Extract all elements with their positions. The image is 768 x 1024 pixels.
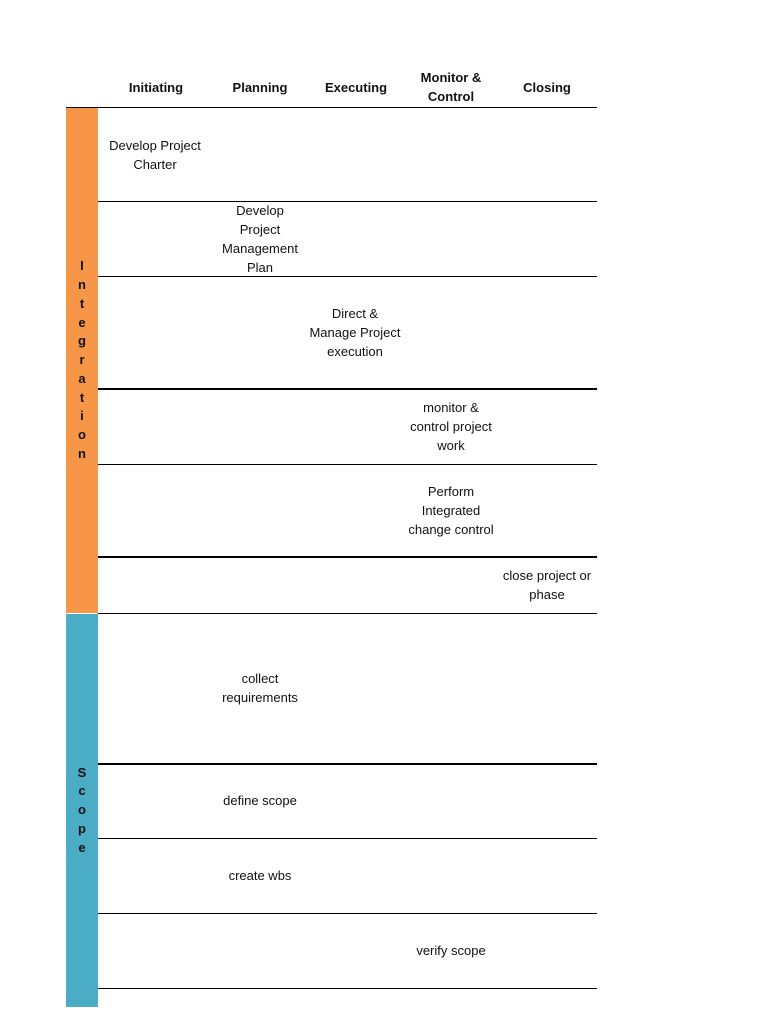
process-collect-requirements: collect requirements: [222, 671, 298, 705]
row-divider: [98, 913, 597, 914]
vertical-label-letter: I: [80, 258, 84, 274]
column-header-initiating: Initiating: [128, 79, 184, 95]
column-header-planning: Planning: [232, 79, 288, 95]
column-header-monitor-control: Monitor & Control: [420, 70, 482, 104]
vertical-label-letter: p: [78, 820, 86, 836]
row-divider: [98, 613, 597, 614]
row-divider: [98, 388, 597, 390]
process-develop-project-management-plan: Develop Project Management Plan: [222, 203, 298, 275]
scope-band: [66, 614, 98, 1007]
vertical-label-letter: c: [78, 783, 86, 799]
row-divider: [98, 201, 597, 202]
scope-label: [78, 764, 87, 858]
row-divider: [98, 838, 597, 839]
vertical-label-letter: e: [78, 314, 86, 330]
process-monitor-control-project-work: monitor & control project work: [410, 399, 492, 453]
process-develop-project-charter: Develop Project Charter: [109, 137, 201, 172]
vertical-label-letter: t: [79, 295, 85, 311]
process-create-wbs: create wbs: [228, 868, 292, 883]
vertical-label-letter: e: [78, 839, 86, 855]
process-perform-integrated-change-control: Perform Integrated change control: [408, 483, 494, 537]
vertical-label-letter: o: [78, 427, 86, 443]
vertical-label-letter: a: [78, 370, 86, 386]
row-divider: [98, 763, 597, 765]
integration-band: [66, 108, 98, 613]
process-define-scope: define scope: [223, 793, 297, 808]
vertical-label-letter: r: [79, 352, 85, 368]
column-header-closing: Closing: [523, 79, 571, 95]
vertical-label-letter: t: [79, 389, 85, 405]
row-divider: [98, 464, 597, 465]
row-divider: [98, 988, 597, 989]
process-direct-manage-project-execution: Direct & Manage Project execution: [309, 305, 401, 359]
integration-label: [78, 257, 86, 464]
process-verify-scope: verify scope: [416, 943, 486, 958]
vertical-label-letter: g: [78, 333, 86, 349]
vertical-label-letter: n: [78, 446, 86, 462]
vertical-label-letter: i: [80, 408, 84, 424]
vertical-label-letter: o: [78, 802, 86, 818]
column-header-executing: Executing: [324, 79, 388, 95]
vertical-label-letter: n: [78, 276, 86, 292]
vertical-label-letter: S: [77, 764, 87, 780]
process-close-project-or-phase: close project or phase: [502, 567, 592, 602]
